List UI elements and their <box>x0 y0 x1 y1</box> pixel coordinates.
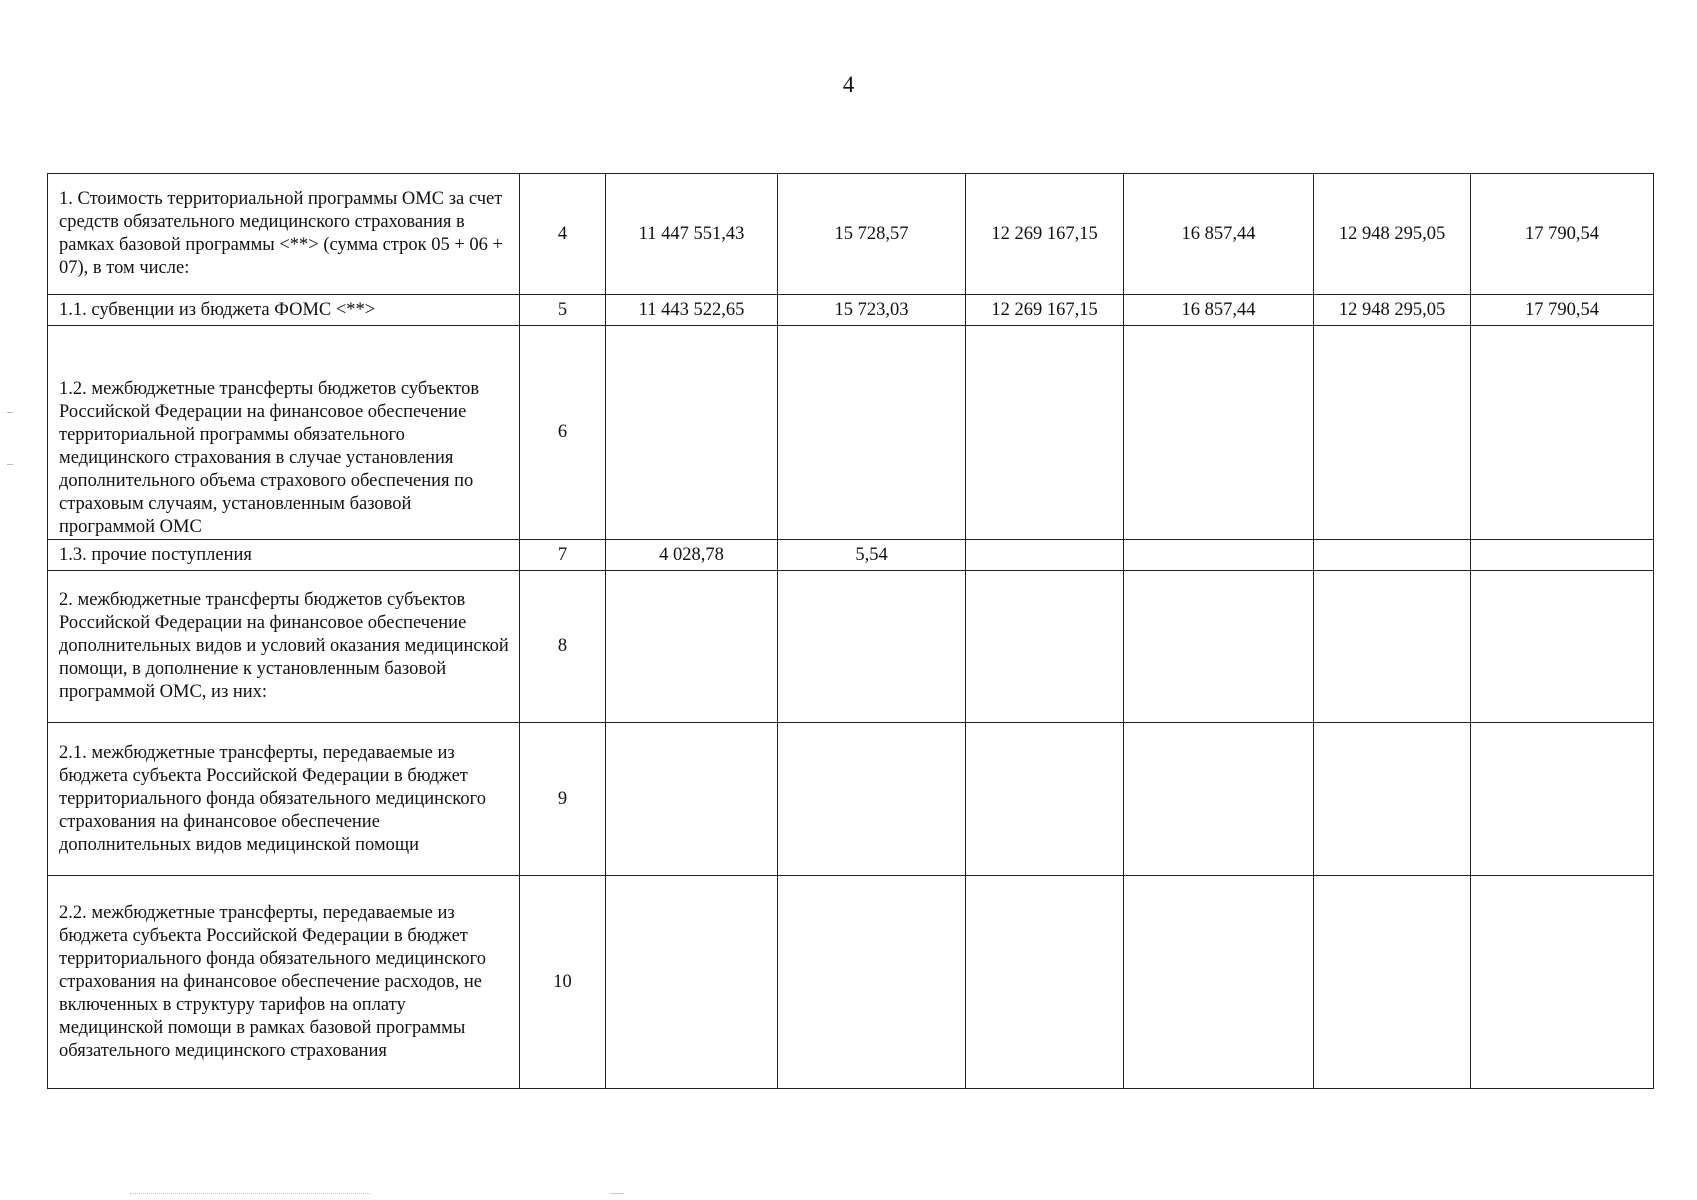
row-label: 2. межбюджетные трансферты бюджетов субъектов Российской Федерации на финансовое обеспечение дополнительных видов и условий оказания медицинской помощи, в дополнение к установленным базовой программой ОМС, из них: <box>48 571 520 723</box>
value-cell: 12 269 167,15 <box>966 295 1124 326</box>
margin-mark <box>7 464 13 465</box>
table-row <box>48 876 1654 1089</box>
value-cell: 16 857,44 <box>1124 174 1314 295</box>
page-number: 4 <box>842 72 855 97</box>
scan-artifact <box>610 1193 624 1196</box>
row-label: 1.2. межбюджетные трансферты бюджетов субъектов Российской Федерации на финансовое обеспечение территориальной программы обязательного медицинского страхования в случае установления дополнительного объема страхового обеспечения по страховым случаям, установленным базовой программой ОМС <box>48 326 520 540</box>
value-cell <box>1124 540 1314 571</box>
value-cell: 16 857,44 <box>1124 295 1314 326</box>
value-cell <box>1124 326 1314 540</box>
value-cell <box>1124 571 1314 723</box>
row-label: 1.3. прочие поступления <box>48 540 520 571</box>
value-cell <box>1471 571 1654 723</box>
row-code: 7 <box>520 540 606 571</box>
value-cell <box>966 540 1124 571</box>
value-cell: 11 443 522,65 <box>606 295 778 326</box>
value-cell: 12 948 295,05 <box>1314 295 1471 326</box>
value-cell <box>606 723 778 876</box>
value-cell <box>1471 876 1654 1089</box>
margin-mark <box>7 412 13 413</box>
value-cell: 17 790,54 <box>1471 295 1654 326</box>
table-row <box>48 174 1654 295</box>
row-code: 8 <box>520 571 606 723</box>
budget-table <box>47 173 1654 1089</box>
row-label: 1. Стоимость территориальной программы ОМС за счет средств обязательного медицинского страхования в рамках базовой программы <**> (сумма строк 05 + 06 + 07), в том числе: <box>48 174 520 295</box>
value-cell <box>966 326 1124 540</box>
row-code: 5 <box>520 295 606 326</box>
value-cell <box>606 326 778 540</box>
value-cell <box>966 723 1124 876</box>
value-cell <box>606 571 778 723</box>
value-cell <box>1314 571 1471 723</box>
table-row <box>48 571 1654 723</box>
row-code: 4 <box>520 174 606 295</box>
value-cell <box>1124 876 1314 1089</box>
value-cell <box>1471 326 1654 540</box>
value-cell <box>1314 540 1471 571</box>
value-cell: 12 948 295,05 <box>1314 174 1471 295</box>
table-row <box>48 326 1654 540</box>
table-row <box>48 540 1654 571</box>
value-cell <box>778 876 966 1089</box>
value-cell: 11 447 551,43 <box>606 174 778 295</box>
value-cell <box>1314 326 1471 540</box>
value-cell: 15 728,57 <box>778 174 966 295</box>
row-label: 2.1. межбюджетные трансферты, передаваемые из бюджета субъекта Российской Федерации в бюджет территориального фонда обязательного медицинского страхования на финансовое обеспечение дополнительных видов медицинской помощи <box>48 723 520 876</box>
value-cell <box>966 876 1124 1089</box>
value-cell: 17 790,54 <box>1471 174 1654 295</box>
value-cell <box>1124 723 1314 876</box>
value-cell: 15 723,03 <box>778 295 966 326</box>
value-cell <box>1471 540 1654 571</box>
row-code: 9 <box>520 723 606 876</box>
row-label: 2.2. межбюджетные трансферты, передаваемые из бюджета субъекта Российской Федерации в бюджет территориального фонда обязательного медицинского страхования на финансовое обеспечение расходов, не включенных в структуру тарифов на оплату медицинской помощи в рамках базовой программы обязательного медицинского страхования <box>48 876 520 1089</box>
value-cell <box>1471 723 1654 876</box>
value-cell: 12 269 167,15 <box>966 174 1124 295</box>
value-cell <box>966 571 1124 723</box>
table-row <box>48 723 1654 876</box>
value-cell <box>1314 876 1471 1089</box>
scan-artifact <box>130 1193 370 1196</box>
row-label: 1.1. субвенции из бюджета ФОМС <**> <box>48 295 520 326</box>
value-cell <box>606 876 778 1089</box>
value-cell <box>778 326 966 540</box>
row-code: 6 <box>520 326 606 540</box>
row-code: 10 <box>520 876 606 1089</box>
value-cell <box>778 571 966 723</box>
value-cell: 5,54 <box>778 540 966 571</box>
table-row <box>48 295 1654 326</box>
value-cell <box>778 723 966 876</box>
value-cell <box>1314 723 1471 876</box>
value-cell: 4 028,78 <box>606 540 778 571</box>
